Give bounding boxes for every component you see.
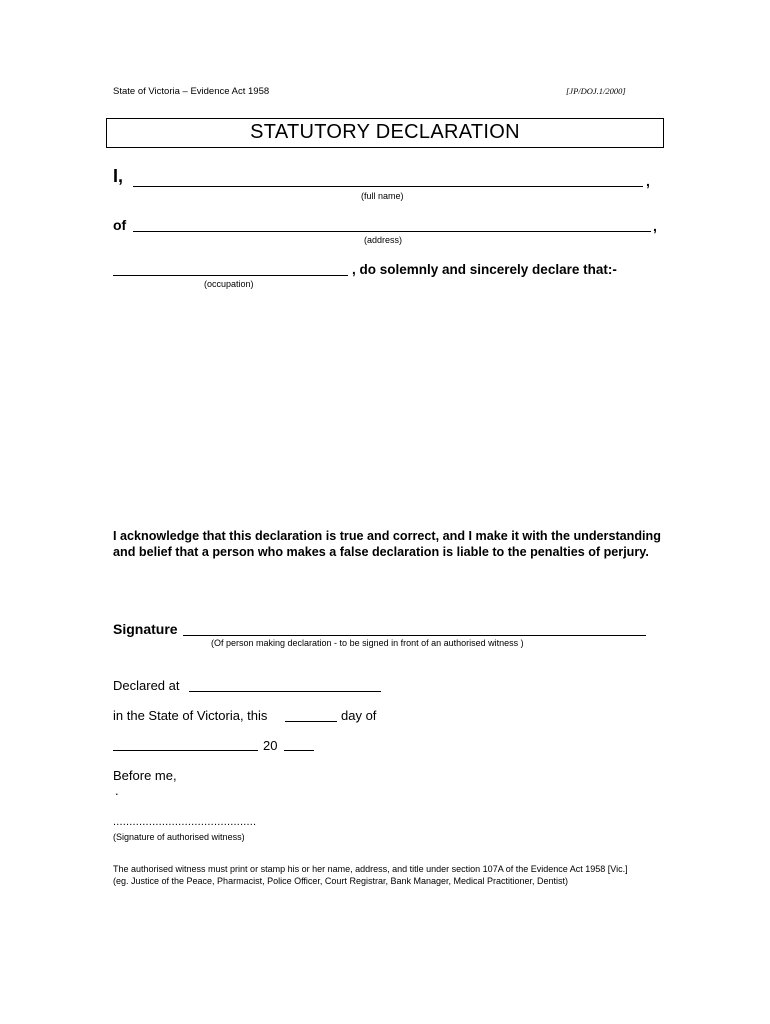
before-me-label: Before me,: [113, 768, 177, 783]
acknowledgement-text: I acknowledge that this declaration is true and correct, and I make it with the understanding and belief that a person who makes a false declaration is liable to the penalties of perjury.: [113, 529, 661, 559]
declared-at-label: Declared at: [113, 678, 180, 693]
title-box: [106, 118, 664, 148]
declared-at-field[interactable]: [189, 691, 381, 692]
signature-field[interactable]: [183, 635, 646, 636]
day-of-label: day of: [341, 708, 377, 723]
month-field[interactable]: [113, 750, 258, 751]
full-name-label: (full name): [361, 191, 404, 201]
name-prefix: I,: [113, 166, 124, 186]
year-prefix: 20: [263, 738, 278, 753]
of-prefix: of: [113, 217, 127, 233]
witness-instructions: [113, 863, 673, 887]
page-title: STATUTORY DECLARATION: [250, 121, 520, 143]
address-comma: ,: [653, 218, 657, 234]
occupation-field[interactable]: [113, 275, 348, 276]
witness-examples: (eg. Justice of the Peace, Pharmacist, Police Officer, Court Registrar, Bank Manager, Medical Practitioner, Dentist): [113, 876, 569, 886]
form-code: [JP/DOJ.1/2000]: [566, 86, 626, 96]
declare-text: , do solemnly and sincerely declare that:-: [352, 262, 617, 277]
day-field[interactable]: [285, 721, 337, 722]
witness-signature-label: (Signature of authorised witness): [113, 832, 245, 842]
name-comma: ,: [646, 173, 650, 189]
address-field[interactable]: [133, 231, 651, 232]
address-label: (address): [364, 235, 403, 245]
state-day-prefix: in the State of Victoria, this: [113, 708, 268, 723]
year-field[interactable]: [284, 750, 314, 751]
witness-instructions-line1: The authorised witness must print or stamp his or her name, address, and title under section 107A of the Evidence Act 1958 [Vic.]: [113, 864, 628, 874]
dot-mark: .: [115, 783, 119, 798]
witness-signature-field[interactable]: ............................................: [113, 816, 257, 828]
signature-note: (Of person making declaration - to be signed in front of an authorised witness ): [211, 638, 524, 648]
occupation-label: (occupation): [204, 279, 254, 289]
signature-label: Signature: [113, 621, 178, 637]
full-name-field[interactable]: [133, 186, 643, 187]
header-act-reference: State of Victoria – Evidence Act 1958: [113, 86, 270, 97]
